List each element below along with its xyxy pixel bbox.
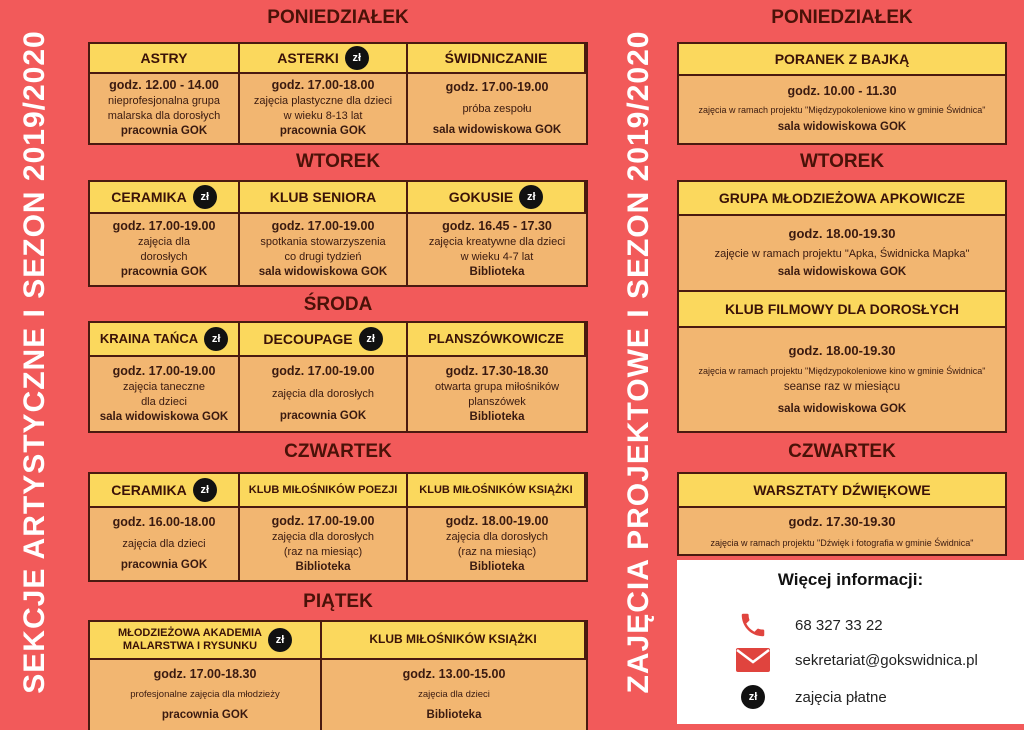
project-thursday-table: [677, 472, 1007, 556]
class-header: [90, 474, 240, 508]
project-details: [679, 328, 1005, 431]
project-name: KLUB FILMOWY DLA DOROSŁYCH: [724, 300, 960, 317]
class-place: pracownia GOK: [279, 410, 367, 423]
class-name: ASTERKI: [277, 49, 339, 66]
class-details: [240, 74, 408, 143]
class-place: Biblioteka: [469, 266, 525, 279]
class-desc: zajęcia dla dorosłych: [271, 388, 375, 401]
project-desc: zajęcia w ramach projektu "Międzypokoleniowe kino w gminie Świdnica": [698, 105, 986, 116]
class-header: [240, 44, 408, 74]
class-desc: zajęcia taneczne: [123, 380, 205, 393]
class-name: KLUB MIŁOŚNIKÓW KSIĄŻKI: [419, 483, 573, 496]
class-desc: planszówek: [468, 395, 526, 408]
class-header: [408, 323, 586, 357]
class-desc: zajęcia dla dorosłych: [445, 530, 549, 543]
project-header: [679, 182, 1005, 216]
phone-icon: [733, 610, 773, 640]
paid-icon: zł: [519, 185, 543, 209]
class-desc: malarska dla dorosłych: [107, 110, 221, 123]
class-desc: nieprofesjonalna grupa: [108, 95, 220, 108]
class-details: [90, 660, 322, 730]
day-heading-tuesday: WTOREK: [295, 151, 381, 172]
class-desc: (raz na miesiąc): [457, 545, 537, 558]
class-time: godz. 16.45 - 17.30: [442, 219, 552, 234]
class-details: [408, 214, 586, 285]
class-desc: zajęcia dla dorosłych: [271, 530, 375, 543]
project-place: sala widowiskowa GOK: [777, 402, 907, 415]
paid-icon: zł: [193, 185, 217, 209]
class-details: [408, 508, 586, 580]
class-details: [90, 357, 240, 431]
class-desc: dla dzieci: [141, 395, 187, 408]
class-time: godz. 17.00-19.00: [112, 363, 216, 378]
info-box: [677, 560, 1024, 724]
project-place: sala widowiskowa GOK: [777, 266, 907, 279]
project-monday-table: [677, 42, 1007, 145]
class-desc: zajęcia kreatywne dla dzieci: [428, 236, 566, 249]
project-desc: zajęcia w ramach projektu "Dźwięk i fotografia w gminie Świdnica": [710, 537, 974, 548]
class-place: Biblioteka: [469, 410, 525, 423]
class-place: sala widowiskowa GOK: [99, 410, 229, 423]
class-place: sala widowiskowa GOK: [432, 123, 562, 136]
class-header: [90, 44, 240, 74]
class-details: [322, 660, 586, 730]
class-place: pracownia GOK: [279, 125, 367, 138]
project-desc: zajęcia w ramach projektu "Międzypokoleniowe kino w gminie Świdnica": [698, 366, 986, 377]
class-desc: profesjonalne zajęcia dla młodzieży: [130, 688, 280, 700]
class-place: pracownia GOK: [120, 125, 208, 138]
project-tuesday-table: [677, 180, 1007, 433]
class-details: [408, 357, 586, 431]
class-place: pracownia GOK: [120, 266, 208, 279]
project-day-heading-tuesday: WTOREK: [799, 151, 885, 172]
project-details: [679, 76, 1005, 143]
class-time: godz. 18.00-19.00: [445, 513, 549, 528]
project-day-heading-monday: PONIEDZIAŁEK: [771, 7, 913, 28]
project-time: godz. 18.00-19.30: [788, 226, 896, 242]
project-details: [679, 508, 1005, 554]
class-name: [118, 627, 262, 652]
class-time: godz. 17.00-18.00: [271, 78, 375, 93]
email-row: [733, 646, 978, 674]
phone-row: [733, 610, 883, 640]
left-vertical-title: SEKCJE ARTYSTYCZNE I SEZON 2019/2020: [18, 30, 51, 694]
thursday-table: [88, 472, 588, 582]
class-details: [90, 74, 240, 143]
class-name: ŚWIDNICZANIE: [444, 49, 548, 66]
paid-legend-label: zajęcia płatne: [795, 688, 887, 706]
class-time: godz. 12.00 - 14.00: [109, 78, 219, 93]
class-desc: otwarta grupa miłośników: [434, 380, 560, 393]
class-name: KLUB SENIORA: [269, 188, 377, 205]
paid-icon: zł: [345, 46, 369, 70]
project-header: [679, 44, 1005, 76]
project-name: GRUPA MŁODZIEŻOWA APKOWICZE: [718, 189, 966, 206]
project-day-heading-thursday: CZWARTEK: [788, 441, 896, 462]
class-details: [90, 508, 240, 580]
paid-icon: zł: [204, 327, 228, 351]
class-name: ASTRY: [140, 49, 188, 66]
class-desc: zajęcia dla dzieci: [122, 538, 206, 551]
project-time: godz. 10.00 - 11.30: [787, 84, 897, 99]
right-side-banner: [604, 0, 674, 724]
class-name: KLUB MIŁOŚNIKÓW KSIĄŻKI: [369, 632, 537, 647]
class-name: KRAINA TAŃCA: [99, 330, 199, 346]
friday-table: [88, 620, 588, 730]
class-desc: w wieku 4-7 lat: [460, 251, 534, 264]
project-header: [679, 474, 1005, 508]
paid-icon: zł: [193, 478, 217, 502]
class-header: [240, 474, 408, 508]
class-time: godz. 17.00-19.00: [271, 219, 375, 234]
class-desc: w wieku 8-13 lat: [283, 110, 363, 123]
project-time: godz. 17.30-19.30: [788, 514, 896, 530]
class-desc: (raz na miesiąc): [283, 545, 363, 558]
class-place: Biblioteka: [469, 560, 525, 573]
class-header: [408, 182, 586, 214]
wednesday-table: [88, 321, 588, 433]
class-desc: spotkania stowarzyszenia: [260, 236, 386, 249]
class-header: [322, 622, 586, 660]
class-name: DECOUPAGE: [263, 330, 353, 347]
class-desc: próba zespołu: [462, 102, 532, 115]
day-heading-friday: PIĄTEK: [303, 591, 373, 612]
class-time: godz. 17.00-18.30: [153, 667, 257, 681]
class-desc: co drugi tydzień: [284, 251, 362, 264]
paid-icon: zł: [359, 327, 383, 351]
tuesday-table: [88, 180, 588, 287]
class-name-line: MALARSTWA I RYSUNKU: [122, 640, 258, 652]
paid-legend-icon-wrap: [733, 685, 773, 709]
project-name: WARSZTATY DŹWIĘKOWE: [753, 481, 931, 498]
class-header: [408, 474, 586, 508]
class-time: godz. 17.00-19.00: [271, 513, 375, 528]
class-name: KLUB MIŁOŚNIKÓW POEZJI: [248, 483, 398, 496]
class-place: pracownia GOK: [161, 708, 249, 721]
class-name: GOKUSIE: [448, 188, 514, 205]
class-time: godz. 13.00-15.00: [402, 667, 506, 681]
class-place: sala widowiskowa GOK: [258, 266, 388, 279]
class-details: [90, 214, 240, 285]
project-place: sala widowiskowa GOK: [777, 121, 907, 134]
class-name: PLANSZÓWKOWICZE: [428, 330, 564, 346]
class-header: [90, 182, 240, 214]
class-time: godz. 17.00-19.00: [445, 79, 549, 94]
paid-icon: zł: [741, 685, 765, 709]
day-heading-wednesday: ŚRODA: [303, 294, 373, 315]
project-details: [679, 216, 1005, 292]
class-time: godz. 17.00-19.00: [112, 219, 216, 234]
monday-table: [88, 42, 588, 145]
day-heading-monday: PONIEDZIAŁEK: [267, 7, 409, 28]
class-header: [408, 44, 586, 74]
class-details: [408, 74, 586, 143]
class-desc: zajęcia plastyczne dla dzieci: [253, 95, 393, 108]
project-time: godz. 18.00-19.30: [788, 342, 896, 358]
class-time: godz. 16.00-18.00: [112, 515, 216, 530]
project-desc: seanse raz w miesiącu: [783, 381, 901, 394]
class-desc: zajęcia dla: [138, 236, 190, 249]
day-heading-thursday: CZWARTEK: [284, 441, 392, 462]
class-header: [90, 323, 240, 357]
left-side-banner: [0, 0, 70, 724]
paid-legend-row: [733, 685, 887, 709]
project-name: PORANEK Z BAJKĄ: [774, 50, 910, 67]
project-desc: zajęcie w ramach projektu "Apka, Świdnicka Mapka": [714, 247, 970, 260]
phone-number[interactable]: 68 327 33 22: [795, 616, 883, 634]
class-details: [240, 357, 408, 431]
class-header: [240, 182, 408, 214]
info-title: Więcej informacji:: [777, 570, 924, 589]
class-desc: dorosłych: [140, 251, 188, 264]
project-header: [679, 292, 1005, 328]
class-time: godz. 17.30-18.30: [445, 363, 549, 378]
paid-icon: zł: [268, 628, 292, 652]
class-header: [90, 622, 322, 660]
class-desc: zajęcia dla dzieci: [418, 688, 490, 700]
email-address[interactable]: sekretariat@gokswidnica.pl: [795, 651, 978, 669]
class-details: [240, 214, 408, 285]
class-place: Biblioteka: [295, 560, 351, 573]
class-place: Biblioteka: [426, 708, 482, 721]
class-name: CERAMIKA: [111, 188, 187, 205]
class-details: [240, 508, 408, 580]
right-vertical-title: ZAJĘCIA PROJEKTOWE I SEZON 2019/2020: [622, 30, 655, 694]
class-header: [240, 323, 408, 357]
class-name-line: MŁODZIEŻOWA AKADEMIA: [117, 627, 262, 640]
class-name: CERAMIKA: [111, 481, 187, 498]
class-place: pracownia GOK: [120, 559, 208, 572]
email-icon: [733, 646, 773, 674]
class-time: godz. 17.00-19.00: [271, 364, 375, 379]
